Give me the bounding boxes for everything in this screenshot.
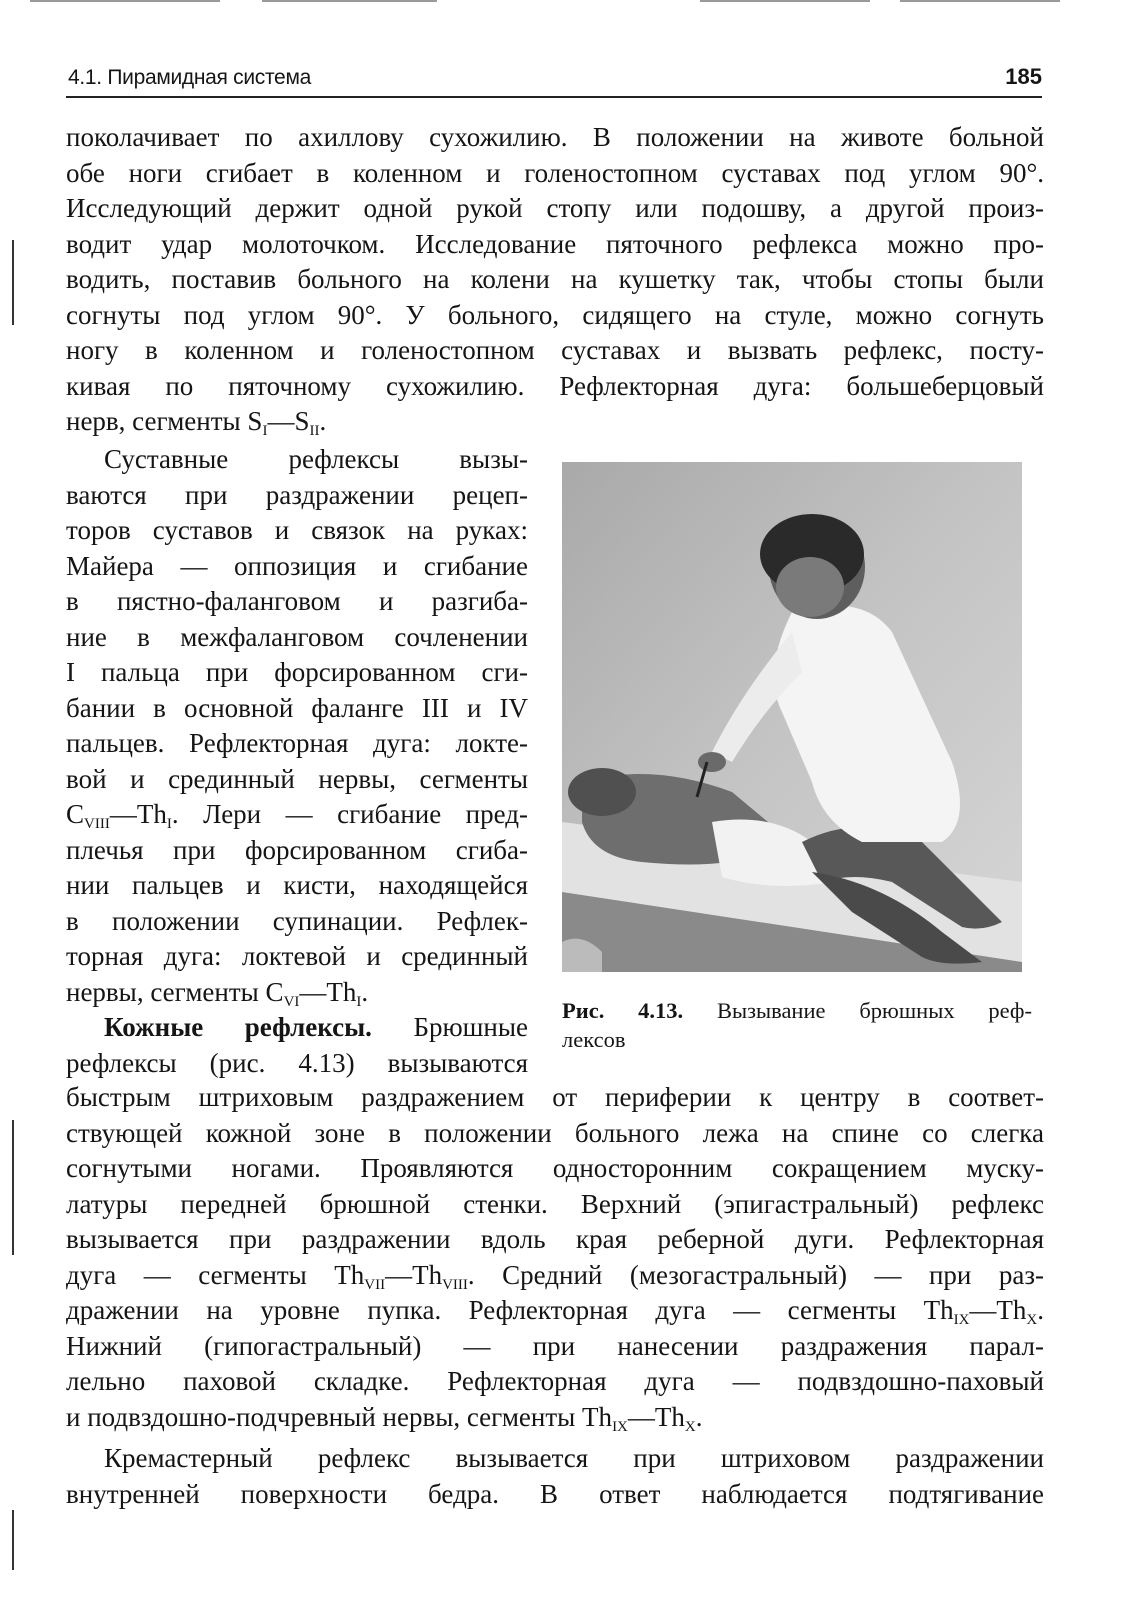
scan-edge-line xyxy=(262,0,437,2)
text-line: плечья при форсированном сгиба- xyxy=(66,834,528,865)
text-line: кивая по пяточному сухожилию. Рефлекторная дуга: большеберцовый xyxy=(66,370,1044,401)
text-line: торов суставов и связок на руках: xyxy=(66,515,528,545)
text-line: дражении на уровне пупка. Рефлекторная дуга — сегменты $Th_{IX}—Th_X$. xyxy=(66,1295,1044,1328)
margin-mark xyxy=(12,240,14,325)
text-line: Нижний (гипогастральный) — при нанесении раздражения парал- xyxy=(66,1330,1044,1361)
figure-photo xyxy=(562,462,1022,972)
skin-reflexes-heading: Кожные рефлексы. xyxy=(104,1012,372,1042)
paragraph-joint-reflexes xyxy=(66,442,528,1081)
text-line: лельно паховой складке. Рефлекторная дуга — подвздошно-паховый xyxy=(66,1366,1044,1396)
text-line: обе ноги сгибает в коленном и голеностопном суставах под углом 90°. xyxy=(66,157,1044,188)
text-line: торная дуга: локтевой и срединный xyxy=(66,941,528,971)
paragraph-abdominal-reflexes xyxy=(66,1080,1044,1435)
text-line: рефлексы (рис. 4.13) вызываются xyxy=(66,1047,528,1078)
text-line: в пястно-фаланговом и разгиба- xyxy=(66,586,528,616)
paragraph-top xyxy=(66,120,1044,440)
text-line: Кожные рефлексы. Брюшные xyxy=(104,1012,528,1042)
text-line: дуга — сегменты $Th_{VII}—Th_{VIII}$. Средний (мезогастральный) — при раз- xyxy=(66,1259,1044,1293)
scan-edge-line xyxy=(700,0,870,2)
text-line: водит удар молоточком. Исследование пяточного рефлекса можно про- xyxy=(66,228,1044,259)
text-line: I пальца при форсированном сги- xyxy=(66,657,528,687)
text-line: нерв, сегменты $S_I—S_{II}$. xyxy=(66,406,327,439)
scan-edge-line xyxy=(900,0,1060,2)
text-line: поколачивает по ахиллову сухожилию. В положении на животе больной xyxy=(66,122,1044,152)
margin-mark xyxy=(12,1120,14,1255)
caption-label: Рис. 4.13. xyxy=(562,998,684,1023)
text-line: Кремастерный рефлекс вызывается при штриховом раздражении xyxy=(104,1443,1044,1473)
text-line: нервы, сегменты $C_{VI}—Th_I$. xyxy=(66,976,369,1010)
paragraph-cremaster xyxy=(66,1441,1044,1512)
caption-line: Рис. 4.13. Вызывание брюшных реф- xyxy=(562,998,1032,1023)
text-line: согнуты под углом 90°. У больного, сидящего на стуле, можно согнуть xyxy=(66,299,1044,330)
text-line: внутренней поверхности бедра. В ответ наблюдается подтягивание xyxy=(66,1478,1044,1509)
text-line: Исследующий держит одной рукой стопу или подошву, а другой произ- xyxy=(66,193,1044,223)
text-line: быстрым штриховым раздражением от периферии к центру в соответ- xyxy=(66,1082,1044,1112)
text-line: и подвздошно-подчревный нервы, сегменты $Th_{IX}—Th_X$. xyxy=(66,1401,703,1435)
margin-mark xyxy=(12,1510,14,1570)
text-line: водить, поставив больного на колени на кушетку так, чтобы стопы были xyxy=(66,264,1044,294)
text-line: Майера — оппозиция и сгибание xyxy=(66,550,528,581)
text-line: ствующей кожной зоне в положении больного лежа на спине со слегка xyxy=(66,1117,1044,1148)
text-line: в положении супинации. Рефлек- xyxy=(66,905,528,936)
scan-edge-line xyxy=(30,0,220,2)
text-line: ние в межфаланговом сочленении xyxy=(66,621,528,652)
text-line: $C_{VIII}—Th_I$. Лери — сгибание пред- xyxy=(66,799,528,832)
running-header xyxy=(66,62,1042,98)
text-line: пальцев. Рефлекторная дуга: локте- xyxy=(66,728,528,758)
figure-caption xyxy=(562,996,1032,1054)
text-line: согнутыми ногами. Проявляются односторонним сокращением муску- xyxy=(66,1153,1044,1183)
caption-line: лексов xyxy=(562,1027,626,1052)
text-line: Суставные рефлексы вызы- xyxy=(104,444,528,474)
text-line: нии пальцев и кисти, находящейся xyxy=(66,870,528,900)
text-line: бании в основной фаланге III и IV xyxy=(66,692,528,723)
figure-illustration xyxy=(562,462,1022,972)
page-number: 185 xyxy=(1005,64,1042,89)
text-line: ногу в коленном и голеностопном суставах и вызвать рефлекс, посту- xyxy=(66,335,1044,365)
text-line: вой и срединный нервы, сегменты xyxy=(66,763,528,794)
section-title: 4.1. Пирамидная система xyxy=(68,66,311,89)
text-line: ваются при раздражении рецеп- xyxy=(66,479,528,510)
text-line: латуры передней брюшной стенки. Верхний (эпигастральный) рефлекс xyxy=(66,1188,1044,1219)
text-line: вызывается при раздражении вдоль края реберной дуги. Рефлекторная xyxy=(66,1224,1044,1254)
